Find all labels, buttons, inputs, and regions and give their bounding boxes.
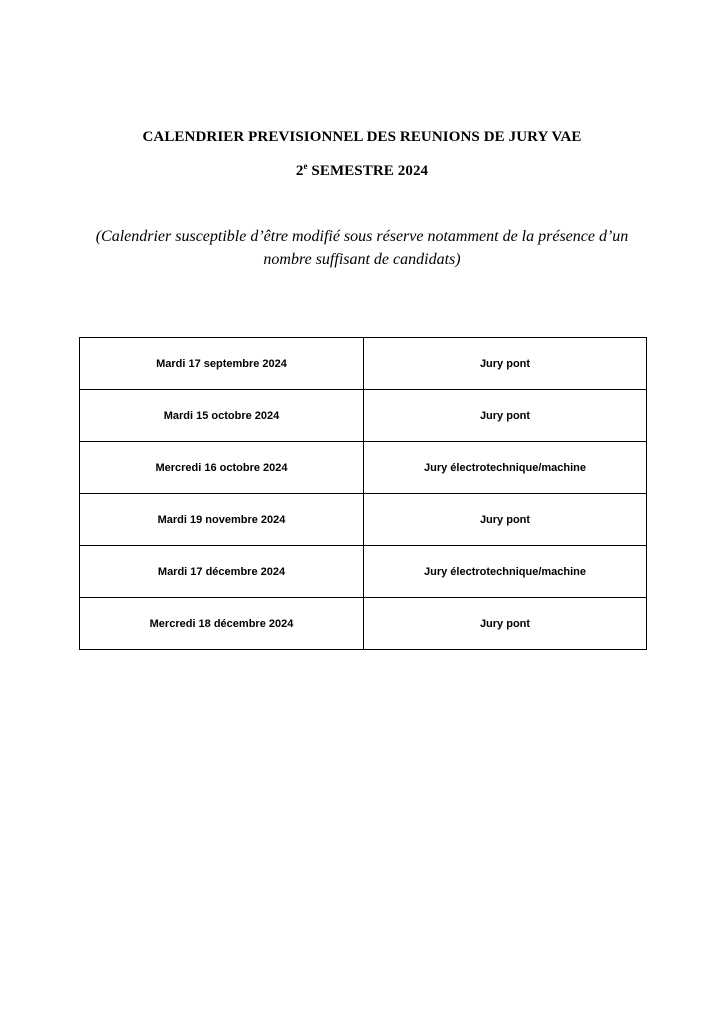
table-row bbox=[80, 442, 647, 494]
date-cell: Mardi 15 octobre 2024 bbox=[80, 390, 364, 442]
date-cell: Mardi 19 novembre 2024 bbox=[80, 494, 364, 546]
jury-cell: Jury pont bbox=[364, 598, 647, 650]
jury-cell: Jury pont bbox=[364, 494, 647, 546]
date-cell: Mercredi 18 décembre 2024 bbox=[80, 598, 364, 650]
jury-cell: Jury pont bbox=[364, 338, 647, 390]
jury-cell: Jury pont bbox=[364, 390, 647, 442]
table-row bbox=[80, 494, 647, 546]
table-row bbox=[80, 338, 647, 390]
disclaimer-note: (Calendrier susceptible d’être modifié sous réserve notamment de la présence d’un nombre suffisant de candidats) bbox=[95, 228, 629, 268]
jury-cell: Jury électrotechnique/machine bbox=[364, 442, 647, 494]
date-cell: Mercredi 16 octobre 2024 bbox=[80, 442, 364, 494]
schedule-table bbox=[79, 337, 647, 650]
semester-number: 2 bbox=[295, 163, 304, 179]
jury-cell: Jury électrotechnique/machine bbox=[364, 546, 647, 598]
date-cell: Mardi 17 décembre 2024 bbox=[80, 546, 364, 598]
semester-superscript: e bbox=[303, 161, 308, 171]
semester-text: SEMESTRE 2024 bbox=[307, 163, 429, 179]
date-cell: Mardi 17 septembre 2024 bbox=[80, 338, 364, 390]
page-subtitle bbox=[0, 163, 724, 180]
table-row bbox=[80, 390, 647, 442]
page-title: CALENDRIER PREVISIONNEL DES REUNIONS DE JURY VAE bbox=[142, 129, 582, 145]
table-row bbox=[80, 598, 647, 650]
table-row bbox=[80, 546, 647, 598]
